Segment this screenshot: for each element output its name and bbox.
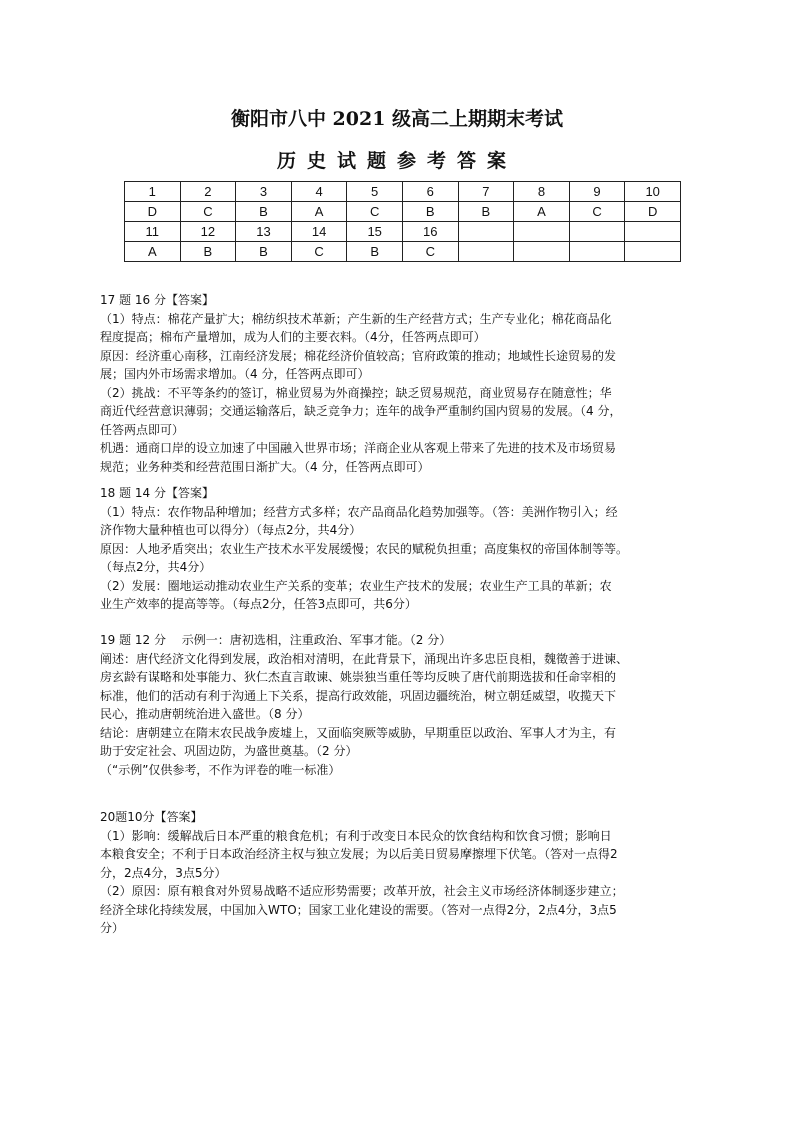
answer-section-19 bbox=[100, 631, 700, 779]
answer-line: （2）挑战：不平等条约的签订，棉业贸易为外商操控；缺乏贸易规范，商业贸易存在随意性；华 bbox=[100, 385, 612, 400]
answer-line: 程度提高；棉布产量增加，成为人们的主要衣料。（4分，任答两点即可） bbox=[100, 330, 486, 344]
table-cell: C bbox=[402, 242, 458, 262]
table-row bbox=[125, 222, 681, 242]
table-cell: 10 bbox=[625, 182, 681, 202]
table-cell: 15 bbox=[347, 222, 403, 242]
answer-line: 助于安定社会、巩固边防，为盛世奠基。（2 分） bbox=[100, 744, 358, 758]
answer-line: 分，2点4分，3点5分） bbox=[100, 865, 227, 880]
section-heading: 18 题 14 分【答案】 bbox=[100, 486, 214, 500]
table-cell: 12 bbox=[180, 222, 236, 242]
table-cell: A bbox=[514, 202, 570, 222]
table-cell bbox=[458, 222, 514, 242]
answer-section-18 bbox=[100, 484, 700, 614]
table-cell: 3 bbox=[236, 182, 292, 202]
answer-table bbox=[124, 181, 681, 262]
answer-line: 房玄龄有谋略和处事能力、狄仁杰直言敢谏、姚崇独当重任等均反映了唐代前期选拔和任命宰相的 bbox=[100, 670, 617, 684]
table-cell: 11 bbox=[125, 222, 181, 242]
table-cell: C bbox=[291, 242, 347, 262]
answer-line: 商近代经营意识薄弱；交通运输落后，缺乏竞争力；连年的战争严重制约国内贸易的发展。（4 分， bbox=[100, 404, 622, 418]
table-cell: 6 bbox=[402, 182, 458, 202]
answer-line: （1）特点：棉花产量扩大；棉纺织技术革新；产生新的生产经营方式；生产专业化；棉花商品化 bbox=[100, 311, 612, 326]
table-cell: C bbox=[180, 202, 236, 222]
answer-line: 任答两点即可） bbox=[100, 422, 185, 437]
answer-line: 原因：经济重心南移，江南经济发展；棉花经济价值较高；官府政策的推动；地域性长途贸易的发 bbox=[100, 348, 617, 363]
answer-line: （1）影响：缓解战后日本严重的粮食危机；有利于改变日本民众的饮食结构和饮食习惯；影响日 bbox=[100, 828, 612, 843]
table-cell: 8 bbox=[514, 182, 570, 202]
table-cell: D bbox=[625, 202, 681, 222]
table-cell bbox=[514, 222, 570, 242]
answer-line: 业生产效率的提高等等。（每点2分，任答3点即可，共6分） bbox=[100, 597, 417, 611]
table-cell: A bbox=[291, 202, 347, 222]
table-cell: 14 bbox=[291, 222, 347, 242]
table-cell: 7 bbox=[458, 182, 514, 202]
table-cell: 1 bbox=[125, 182, 181, 202]
page-title: 衡阳市八中 2021 级高二上期期末考试 bbox=[230, 108, 564, 130]
table-cell: 2 bbox=[180, 182, 236, 202]
answer-line: 经济全球化持续发展，中国加入WTO；国家工业化建设的需要。（答对一点得2分，2点4分，3点5 bbox=[100, 902, 617, 917]
table-cell: 13 bbox=[236, 222, 292, 242]
table-cell: 9 bbox=[569, 182, 625, 202]
table-row bbox=[125, 202, 681, 222]
answer-line: 济作物大量种植也可以得分）（每点2分，共4分） bbox=[100, 523, 362, 537]
answer-line: 标准，他们的活动有利于沟通上下关系，提高行政效能，巩固边疆统治，树立朝廷威望，收揽天下 bbox=[100, 688, 617, 703]
answer-line: 机遇：通商口岸的设立加速了中国融入世界市场；洋商企业从客观上带来了先进的技术及市场贸易 bbox=[100, 441, 617, 455]
table-cell: B bbox=[402, 202, 458, 222]
table-cell: B bbox=[236, 242, 292, 262]
answer-line: 本粮食安全；不利于日本政治经济主权与独立发展；为以后美日贸易摩擦埋下伏笔。（答对一点得2 bbox=[100, 847, 618, 861]
table-cell: B bbox=[347, 242, 403, 262]
answer-line: 结论：唐朝建立在隋末农民战争废墟上，又面临突厥等威胁，早期重臣以政治、军事人才为主，有 bbox=[100, 725, 617, 740]
answer-section-17 bbox=[100, 291, 700, 476]
table-cell: B bbox=[236, 202, 292, 222]
table-cell bbox=[458, 242, 514, 262]
answer-line: 民心，推动唐朝统治进入盛世。（8 分） bbox=[100, 707, 310, 721]
table-cell: 4 bbox=[291, 182, 347, 202]
table-cell bbox=[625, 222, 681, 242]
table-cell: B bbox=[458, 202, 514, 222]
table-cell bbox=[569, 242, 625, 262]
answer-line: （1）特点：农作物品种增加；经营方式多样；农产品商品化趋势加强等。（答：美洲作物引入；经 bbox=[100, 504, 618, 519]
table-cell: C bbox=[347, 202, 403, 222]
answer-line: 展；国内外市场需求增加。（4 分，任答两点即可） bbox=[100, 367, 370, 381]
answer-section-20 bbox=[100, 808, 700, 938]
page-subtitle: 历史试题参考答案 bbox=[276, 150, 517, 172]
table-cell: D bbox=[125, 202, 181, 222]
answer-line: （2）原因：原有粮食对外贸易战略不适应形势需要；改革开放，社会主义市场经济体制逐步建立； bbox=[100, 884, 624, 898]
table-cell bbox=[569, 222, 625, 242]
table-cell bbox=[514, 242, 570, 262]
table-cell: C bbox=[569, 202, 625, 222]
table-cell: 5 bbox=[347, 182, 403, 202]
table-row bbox=[125, 182, 681, 202]
table-cell bbox=[625, 242, 681, 262]
table-cell: B bbox=[180, 242, 236, 262]
answer-line: 原因：人地矛盾突出；农业生产技术水平发展缓慢；农民的赋税负担重；高度集权的帝国体制等等。 bbox=[100, 541, 629, 556]
table-row bbox=[125, 242, 681, 262]
table-cell: 16 bbox=[402, 222, 458, 242]
answer-line: （“示例”仅供参考，不作为评卷的唯一标准） bbox=[100, 762, 341, 777]
answer-line: 规范；业务种类和经营范围日渐扩大。（4 分，任答两点即可） bbox=[100, 459, 430, 474]
section-heading: 17 题 16 分【答案】 bbox=[100, 293, 214, 307]
table-cell: A bbox=[125, 242, 181, 262]
answer-line: （2）发展：圈地运动推动农业生产关系的变革；农业生产技术的发展；农业生产工具的革新；农 bbox=[100, 578, 612, 593]
section-heading: 20题10分【答案】 bbox=[100, 810, 203, 824]
answer-line: 阐述：唐代经济文化得到发展，政治相对清明，在此背景下，涌现出许多忠臣良相，魏徵善于进谏、 bbox=[100, 651, 629, 666]
answer-line: （每点2分，共4分） bbox=[100, 560, 212, 574]
answer-line: 分） bbox=[100, 921, 125, 935]
section-heading: 19 题 12 分 示例一：唐初选相，注重政治、军事才能。（2 分） bbox=[100, 633, 452, 647]
